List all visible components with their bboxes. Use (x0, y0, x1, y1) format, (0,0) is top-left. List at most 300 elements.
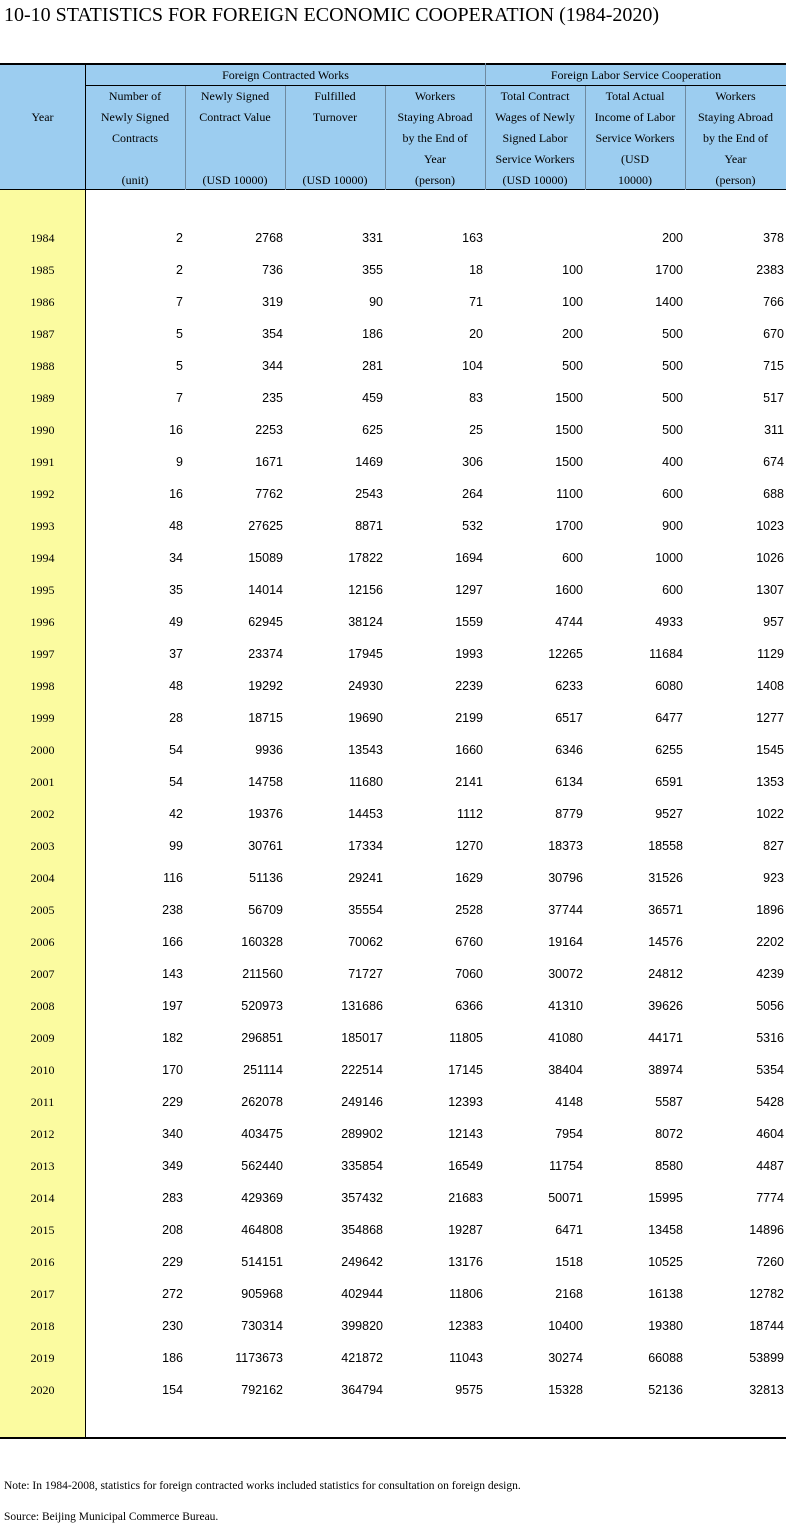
row-year: 1993 (30, 519, 55, 533)
row-year: 2019 (30, 1351, 55, 1365)
table-cell: 4933 (655, 615, 683, 629)
table-cell: 1129 (757, 647, 784, 661)
table-cell: 1600 (555, 583, 583, 597)
column-header-label: Service Workers (495, 152, 575, 166)
table-cell: 5587 (655, 1095, 683, 1109)
table-cell: 30796 (548, 871, 583, 885)
table-cell: 340 (162, 1127, 183, 1141)
table-cell: 11806 (449, 1287, 483, 1301)
table-cell: 71727 (348, 967, 383, 981)
column-header-unit: (USD 10000) (502, 173, 568, 187)
table-cell: 319 (262, 295, 283, 309)
table-cell: 44171 (648, 1031, 683, 1045)
table-cell: 25 (469, 423, 483, 437)
table-cell: 19690 (348, 711, 383, 725)
table-cell: 163 (462, 231, 483, 245)
table-cell: 364794 (341, 1383, 383, 1397)
table-cell: 520973 (241, 999, 283, 1013)
table-cell: 1112 (457, 807, 483, 821)
table-cell: 17145 (448, 1063, 483, 1077)
table-cell: 10525 (648, 1255, 683, 1269)
table-cell: 38974 (648, 1063, 683, 1077)
table-cell: 37744 (548, 903, 583, 917)
row-year: 2009 (30, 1031, 55, 1045)
table-cell: 5354 (756, 1063, 784, 1077)
table-cell: 229 (162, 1255, 183, 1269)
table-cell: 104 (462, 359, 483, 373)
table-cell: 154 (162, 1383, 183, 1397)
table-cell: 459 (362, 391, 383, 405)
table-cell: 83 (469, 391, 483, 405)
table-cell: 19287 (448, 1223, 483, 1237)
table-cell: 344 (262, 359, 283, 373)
table-cell: 2168 (555, 1287, 583, 1301)
table-cell: 13543 (348, 743, 383, 757)
table-cell: 1559 (455, 615, 483, 629)
table-cell: 7060 (455, 967, 483, 981)
table-cell: 160328 (241, 935, 283, 949)
table-cell: 730314 (241, 1319, 283, 1333)
table-cell: 625 (362, 423, 383, 437)
row-year: 2015 (30, 1223, 55, 1237)
table-cell: 15089 (248, 551, 283, 565)
column-header-label: Newly Signed (100, 110, 170, 124)
table-cell: 8779 (555, 807, 583, 821)
table-cell: 1896 (756, 903, 784, 917)
table-cell: 19376 (248, 807, 283, 821)
table-cell: 20 (469, 327, 483, 341)
row-year: 1986 (30, 295, 55, 309)
table-cell: 600 (662, 583, 683, 597)
table-cell: 514151 (241, 1255, 283, 1269)
table-cell: 19380 (648, 1319, 683, 1333)
row-year: 2001 (30, 775, 55, 789)
table-cell: 5 (176, 359, 183, 373)
table-cell: 1518 (555, 1255, 583, 1269)
table-cell: 1353 (756, 775, 784, 789)
table-cell: 331 (362, 231, 383, 245)
table-cell: 32813 (749, 1383, 784, 1397)
table-cell: 6517 (555, 711, 583, 725)
table-cell: 16 (169, 423, 183, 437)
table-cell: 18373 (548, 839, 583, 853)
column-header-unit: 10000) (618, 173, 652, 187)
row-year: 2007 (30, 967, 55, 981)
table-cell: 19292 (248, 679, 283, 693)
table-source: Source: Beijing Municipal Commerce Bureau. (4, 1511, 219, 1523)
column-header-label: Staying Abroad (397, 110, 473, 124)
table-cell: 5 (176, 327, 183, 341)
table-cell: 1023 (756, 519, 784, 533)
table-cell: 49 (169, 615, 183, 629)
row-year: 1994 (30, 551, 55, 565)
table-cell: 500 (562, 359, 583, 373)
table-cell: 2528 (455, 903, 483, 917)
column-header-label: Total Contract (500, 89, 570, 103)
row-year: 1999 (30, 711, 55, 725)
table-cell: 182 (162, 1031, 183, 1045)
table-cell: 54 (169, 743, 183, 757)
column-header-label: Workers (715, 89, 756, 103)
table-cell: 14014 (248, 583, 283, 597)
table-cell: 19164 (548, 935, 583, 949)
table-cell: 421872 (341, 1351, 383, 1365)
table-cell: 143 (162, 967, 183, 981)
row-year: 2017 (30, 1287, 55, 1301)
table-cell: 4744 (555, 615, 583, 629)
column-header-label: Contract Value (199, 110, 271, 124)
table-cell: 14758 (248, 775, 283, 789)
table-cell: 53899 (749, 1351, 784, 1365)
table-cell: 289902 (341, 1127, 383, 1141)
table-cell: 7774 (756, 1191, 784, 1205)
table-cell: 11684 (649, 647, 683, 661)
table-cell: 14896 (749, 1223, 784, 1237)
table-cell: 90 (369, 295, 383, 309)
table-cell: 2 (176, 263, 183, 277)
column-header-label: Signed Labor (502, 131, 568, 145)
table-cell: 1307 (756, 583, 784, 597)
table-cell: 249146 (341, 1095, 383, 1109)
table-cell: 6477 (655, 711, 683, 725)
row-year: 1984 (30, 231, 55, 245)
table-cell: 229 (162, 1095, 183, 1109)
table-cell: 9527 (655, 807, 683, 821)
column-header-label: Total Actual (605, 89, 665, 103)
table-cell: 6366 (455, 999, 483, 1013)
table-cell: 39626 (648, 999, 683, 1013)
table-cell: 905968 (241, 1287, 283, 1301)
row-year: 2002 (30, 807, 55, 821)
table-cell: 354 (262, 327, 283, 341)
table-cell: 21683 (448, 1191, 483, 1205)
table-cell: 30072 (548, 967, 583, 981)
table-cell: 66088 (648, 1351, 683, 1365)
table-cell: 249642 (341, 1255, 383, 1269)
column-header-year: Year (31, 110, 54, 124)
table-cell: 9 (176, 455, 183, 469)
table-cell: 41310 (548, 999, 583, 1013)
row-year: 1985 (30, 263, 55, 277)
table-cell: 1694 (455, 551, 483, 565)
table-cell: 6471 (555, 1223, 583, 1237)
table-cell: 70062 (348, 935, 383, 949)
table-cell: 30761 (248, 839, 283, 853)
table-cell: 38404 (548, 1063, 583, 1077)
column-header-unit: (USD 10000) (202, 173, 268, 187)
table-cell: 17822 (348, 551, 383, 565)
table-cell: 1270 (455, 839, 483, 853)
table-cell: 235 (262, 391, 283, 405)
table-cell: 264 (462, 487, 483, 501)
table-cell: 1469 (355, 455, 383, 469)
column-header-label: by the End of (402, 131, 468, 145)
table-cell: 8871 (355, 519, 383, 533)
table-cell: 1993 (455, 647, 483, 661)
table-cell: 1026 (756, 551, 784, 565)
table-cell: 1000 (655, 551, 683, 565)
column-header-label: Fulfilled (314, 89, 356, 103)
table-cell: 2141 (455, 775, 483, 789)
table-cell: 2253 (255, 423, 283, 437)
table-cell: 36571 (648, 903, 683, 917)
table-cell: 1629 (455, 871, 483, 885)
table-cell: 12782 (749, 1287, 784, 1301)
table-cell: 600 (662, 487, 683, 501)
table-cell: 2383 (756, 263, 784, 277)
table-cell: 62945 (248, 615, 283, 629)
table-cell: 200 (662, 231, 683, 245)
table-cell: 186 (362, 327, 383, 341)
table-cell (485, 228, 583, 248)
table-cell: 1408 (756, 679, 784, 693)
table-cell: 670 (763, 327, 784, 341)
table-cell: 8072 (655, 1127, 683, 1141)
row-year: 2011 (30, 1095, 55, 1109)
table-cell: 54 (169, 775, 183, 789)
table-cell: 18558 (648, 839, 683, 853)
row-year: 2008 (30, 999, 55, 1013)
table-cell: 24930 (348, 679, 383, 693)
table-cell: 792162 (241, 1383, 283, 1397)
table-cell: 6346 (555, 743, 583, 757)
table-cell: 71 (469, 295, 483, 309)
column-header-unit: (person) (415, 173, 455, 187)
table-cell: 715 (763, 359, 784, 373)
table-cell: 1500 (555, 455, 583, 469)
table-cell: 5056 (756, 999, 784, 1013)
table-cell: 1100 (556, 487, 583, 501)
table-cell: 12156 (348, 583, 383, 597)
table-cell: 12265 (548, 647, 583, 661)
table-cell: 354868 (341, 1223, 383, 1237)
table-cell: 7954 (555, 1127, 583, 1141)
table-cell: 562440 (241, 1159, 283, 1173)
table-cell: 131686 (341, 999, 383, 1013)
table-cell: 51136 (249, 871, 283, 885)
table-cell: 208 (162, 1223, 183, 1237)
table-cell: 766 (763, 295, 784, 309)
column-header-label: by the End of (703, 131, 768, 145)
table-cell: 7762 (255, 487, 283, 501)
row-year: 2005 (30, 903, 55, 917)
table-cell: 27625 (248, 519, 283, 533)
table-cell: 1660 (455, 743, 483, 757)
table-cell: 11754 (549, 1159, 583, 1173)
table-cell: 34 (169, 551, 183, 565)
table-cell: 1700 (555, 519, 583, 533)
column-header-label: Income of Labor (594, 110, 676, 124)
row-year: 2018 (30, 1319, 55, 1333)
table-cell: 8580 (655, 1159, 683, 1173)
row-year: 1988 (30, 359, 55, 373)
column-header-label: Turnover (312, 110, 358, 124)
table-cell: 1277 (756, 711, 784, 725)
table-cell: 464808 (241, 1223, 283, 1237)
table-cell: 281 (362, 359, 383, 373)
table-cell: 4487 (756, 1159, 784, 1173)
table-cell: 10400 (548, 1319, 583, 1333)
table-cell: 1500 (555, 423, 583, 437)
table-cell: 1022 (756, 807, 784, 821)
column-header-label: Year (724, 152, 747, 166)
table-cell: 185017 (341, 1031, 383, 1045)
table-cell: 11680 (349, 775, 383, 789)
row-year: 1998 (30, 679, 55, 693)
table-cell: 500 (662, 327, 683, 341)
table-cell: 238 (162, 903, 183, 917)
table-cell: 50071 (548, 1191, 583, 1205)
table-cell: 736 (262, 263, 283, 277)
table-cell: 28 (169, 711, 183, 725)
page-title: 10-10 STATISTICS FOR FOREIGN ECONOMIC COOPERATION (1984-2020) (4, 4, 660, 26)
table-cell: 13176 (448, 1255, 483, 1269)
table-cell: 200 (562, 327, 583, 341)
table-cell: 6255 (655, 743, 683, 757)
table-cell: 52136 (648, 1383, 683, 1397)
column-header-label: Workers (414, 89, 456, 103)
table-cell: 18744 (749, 1319, 784, 1333)
table-cell: 170 (162, 1063, 183, 1077)
table-cell: 30274 (548, 1351, 583, 1365)
row-year: 1987 (30, 327, 55, 341)
table-bottom-rule (0, 1437, 786, 1439)
table-cell: 4239 (756, 967, 784, 981)
column-header-label: Number of (108, 89, 162, 103)
table-cell: 14453 (348, 807, 383, 821)
column-header-label: Year (423, 152, 447, 166)
table-cell: 251114 (243, 1063, 283, 1077)
row-year: 1991 (30, 455, 55, 469)
table-cell: 957 (763, 615, 784, 629)
table-cell: 262078 (241, 1095, 283, 1109)
row-year: 2010 (30, 1063, 55, 1077)
column-header-label: Contracts (112, 131, 158, 145)
table-cell: 2768 (255, 231, 283, 245)
table-cell: 6080 (655, 679, 683, 693)
table-cell: 9936 (255, 743, 283, 757)
table-cell: 17945 (348, 647, 383, 661)
table-cell: 17334 (348, 839, 383, 853)
table-cell: 2239 (455, 679, 483, 693)
table-cell: 12143 (448, 1127, 483, 1141)
table-cell: 18715 (248, 711, 283, 725)
table-cell: 500 (662, 391, 683, 405)
group-header-labor-service: Foreign Labor Service Cooperation (550, 68, 722, 82)
table-cell: 116 (163, 871, 183, 885)
table-cell: 31526 (648, 871, 683, 885)
column-header-unit: (unit) (121, 173, 149, 187)
table-cell: 311 (764, 423, 784, 437)
table-cell: 6760 (455, 935, 483, 949)
row-year: 2020 (30, 1383, 55, 1397)
row-year: 2004 (30, 871, 55, 885)
table-cell: 29241 (348, 871, 383, 885)
table-cell: 1700 (655, 263, 683, 277)
table-cell: 400 (662, 455, 683, 469)
table-cell: 1500 (555, 391, 583, 405)
row-year: 2013 (30, 1159, 55, 1173)
table-cell: 7260 (756, 1255, 784, 1269)
column-header-label: Service Workers (595, 131, 675, 145)
table-cell: 11805 (449, 1031, 483, 1045)
table-cell: 222514 (341, 1063, 383, 1077)
table-cell: 35554 (348, 903, 383, 917)
table-cell: 378 (763, 231, 784, 245)
table-cell: 16 (169, 487, 183, 501)
column-header-label: Wages of Newly (495, 110, 575, 124)
table-cell: 357432 (341, 1191, 383, 1205)
table-note: Note: In 1984-2008, statistics for foreign contracted works included statistics for consultation on foreign design. (4, 1480, 521, 1492)
table-cell: 923 (763, 871, 784, 885)
table-cell: 2199 (455, 711, 483, 725)
table-cell: 166 (162, 935, 183, 949)
table-cell: 12383 (448, 1319, 483, 1333)
table-cell: 335854 (341, 1159, 383, 1173)
table-cell: 1173673 (235, 1351, 283, 1365)
table-cell: 56709 (248, 903, 283, 917)
table-cell: 2543 (355, 487, 383, 501)
row-year: 2012 (30, 1127, 55, 1141)
table-cell: 16138 (648, 1287, 683, 1301)
table-cell: 688 (763, 487, 784, 501)
table-cell: 296851 (241, 1031, 283, 1045)
table-cell: 532 (462, 519, 483, 533)
table-cell: 14576 (648, 935, 683, 949)
table-cell: 211560 (242, 967, 283, 981)
table-cell: 16549 (448, 1159, 483, 1173)
table-cell: 48 (169, 679, 183, 693)
table-cell: 4148 (555, 1095, 583, 1109)
table-cell: 827 (763, 839, 784, 853)
row-year: 2006 (30, 935, 55, 949)
table-cell: 355 (362, 263, 383, 277)
row-year: 2014 (30, 1191, 55, 1205)
row-year: 1992 (30, 487, 55, 501)
table-cell: 1297 (455, 583, 483, 597)
row-year: 1995 (30, 583, 55, 597)
table-cell: 13458 (648, 1223, 683, 1237)
column-header-unit: (USD 10000) (302, 173, 368, 187)
table-cell: 42 (169, 807, 183, 821)
table-cell: 186 (162, 1351, 183, 1365)
table-cell: 500 (662, 423, 683, 437)
group-header-contracted-works: Foreign Contracted Works (222, 68, 349, 82)
column-header-label: Newly Signed (200, 89, 270, 103)
table-cell: 5316 (756, 1031, 784, 1045)
row-year: 1989 (30, 391, 55, 405)
table-cell: 15995 (648, 1191, 683, 1205)
row-year: 1990 (30, 423, 55, 437)
table-cell: 18 (469, 263, 483, 277)
table-cell: 35 (169, 583, 183, 597)
table-cell: 4604 (756, 1127, 784, 1141)
table-cell: 7 (176, 391, 183, 405)
row-year: 2016 (30, 1255, 55, 1269)
table-cell: 500 (662, 359, 683, 373)
table-cell: 6233 (555, 679, 583, 693)
table-cell: 900 (662, 519, 683, 533)
table-cell: 517 (763, 391, 784, 405)
table-cell: 1545 (756, 743, 784, 757)
row-year: 2003 (30, 839, 55, 853)
row-year: 1997 (30, 647, 55, 661)
table-cell: 600 (562, 551, 583, 565)
table-cell: 38124 (348, 615, 383, 629)
table-cell: 6134 (555, 775, 583, 789)
table-cell: 1400 (655, 295, 683, 309)
table-cell: 230 (162, 1319, 183, 1333)
